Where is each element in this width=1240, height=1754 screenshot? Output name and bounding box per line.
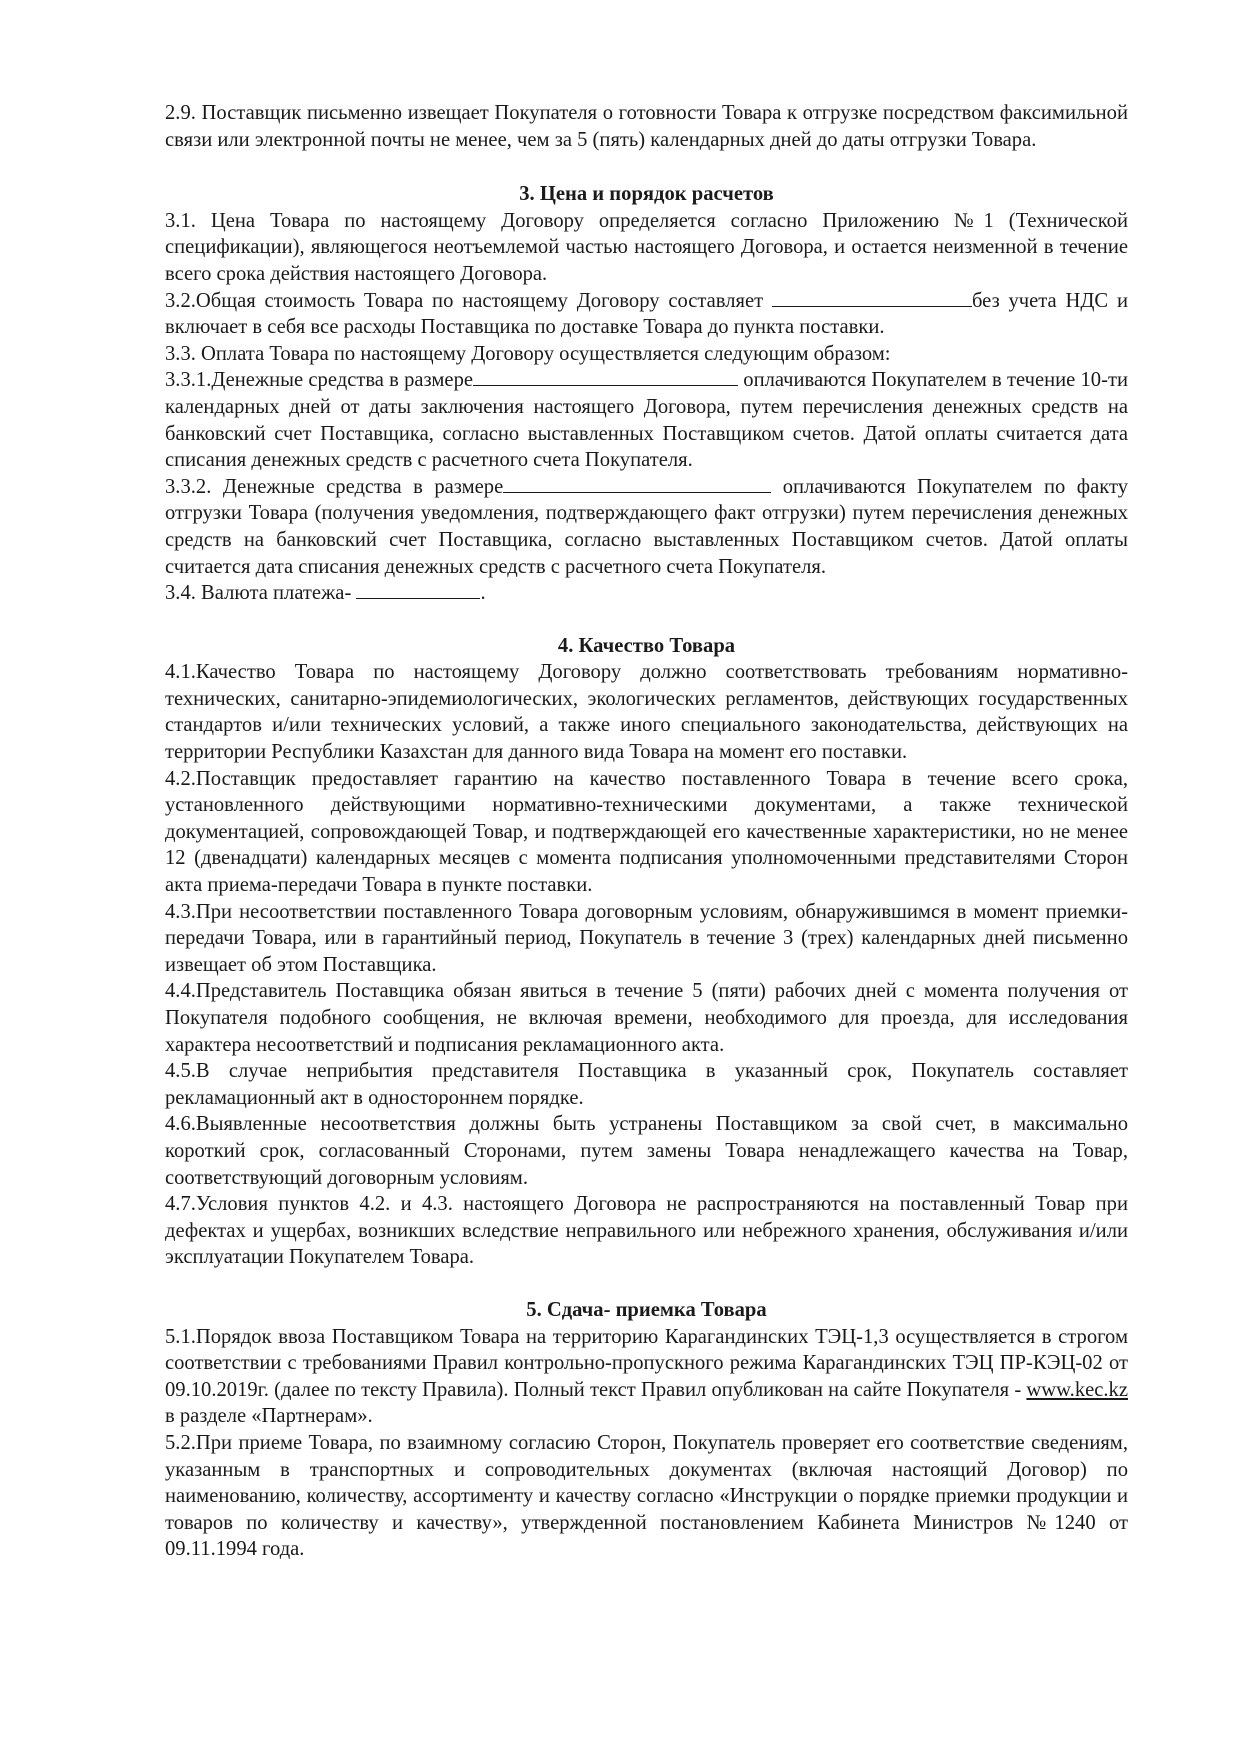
clause-3-4-text-a: 3.4. Валюта платежа- xyxy=(165,582,352,605)
clause-3-3-2-text-a: 3.3.2. Денежные средства в размере xyxy=(165,475,504,498)
clause-4-4: 4.4.Представитель Поставщика обязан явиться в течение 5 (пяти) рабочих дней с момента получения от Покупателя подобного сообщения, не включая времени, необходимого для проезда, для исследования характера несоответствий и подписания рекламационного акта. xyxy=(165,980,1128,1056)
clause-3-3-2-text-b: оплачиваются Покупателем по факту отгрузки Товара (получения уведомления, подтверждающего факт отгрузки) путем перечисления денежных средств на банковский счет Поставщика, согласно выставленных Поставщиком счетов. Датой оплаты считается дата списания денежных средств с расчетного счета Покупателя. xyxy=(165,475,1128,578)
blank-prepayment-amount xyxy=(473,367,738,386)
clause-5-2: 5.2.При приеме Товара, по взаимному согласию Сторон, Покупатель проверяет его соответствие сведениям, указанным в транспортных и сопроводительных документах (включая настоящий Договор) по наименованию, количеству, ассортименту и качеству согласно «Инструкции о порядке приемки продукции и товаров по количеству и качеству», утвержденной постановлением Кабинета Министров №1240 от 09.11.1994 года. xyxy=(165,1431,1128,1561)
clause-5-1-text-a: 5.1.Порядок ввоза Поставщиком Товара на территорию Карагандинских ТЭЦ-1,3 осуществляется в строгом соответствии с требованиями Правил контрольно-пропускного режима Карагандинских ТЭЦ ПР-КЭЦ-02 от 09.10.2019г. (далее по тексту Правила). Полный текст Правил опубликован на сайте Покупателя - xyxy=(165,1325,1128,1401)
section-4-heading: 4. Качество Товара xyxy=(557,634,736,657)
clause-3-2 xyxy=(165,288,1128,341)
document-page xyxy=(165,100,1128,1563)
section-5-heading: 5. Сдача- приемка Товара xyxy=(526,1298,767,1321)
blank-currency xyxy=(356,580,480,599)
clause-3-3-2 xyxy=(165,474,1128,580)
clause-3-4-text-b: . xyxy=(480,582,486,605)
clause-4-1: 4.1.Качество Товара по настоящему Договору должно соответствовать требованиям нормативно-технических, санитарно-эпидемиологических, экологических регламентов, действующих государственных стандартов и/или технических условий, а также иного специального законодательства, действующих на территории Республики Казахстан для данного вида Товара на момент его поставки. xyxy=(165,661,1128,764)
blank-shipment-payment-amount xyxy=(503,474,771,493)
clause-4-6: 4.6.Выявленные несоответствия должны быть устранены Поставщиком за свой счет, в максимально короткий срок, согласованный Сторонами, путем замены Товара ненадлежащего качества на Товар, соответствующий договорным условиям. xyxy=(165,1113,1128,1189)
blank-total-cost xyxy=(772,288,972,307)
clause-3-4 xyxy=(165,580,1128,607)
clause-3-1: 3.1. Цена Товара по настоящему Договору определяется согласно Приложению №1 (Технической спецификации), являющегося неотъемлемой частью настоящего Договора, и остается неизменной в течение всего срока действия настоящего Договора. xyxy=(165,209,1128,285)
clause-3-2-text-b: без учета НДС и включает в себя все расходы Поставщика по доставке Товара до пункта поставки. xyxy=(165,289,1128,339)
clause-3-2-text-a: 3.2.Общая стоимость Товара по настоящему Договору составляет xyxy=(165,289,764,312)
clause-2-9: 2.9. Поставщик письменно извещает Покупателя о готовности Товара к отгрузке посредством факсимильной связи или электронной почты не менее, чем за 5 (пять) календарных дней до даты отгрузки Товара. xyxy=(165,102,1128,151)
clause-4-5: 4.5.В случае неприбытия представителя Поставщика в указанный срок, Покупатель составляет рекламационный акт в одностороннем порядке. xyxy=(165,1060,1128,1109)
clause-4-2: 4.2.Поставщик предоставляет гарантию на качество поставленного Товара в течение всего срока, установленного действующими нормативно-техническими документами, а также технической документацией, сопровождающей Товар, и подтверждающей его качественные характеристики, но не менее 12 (двенадцати) календарных месяцев с момента подписания уполномоченными представителями Сторон акта приема-передачи Товара в пункте поставки. xyxy=(165,767,1128,897)
clause-3-3: 3.3. Оплата Товара по настоящему Договору осуществляется следующим образом: xyxy=(165,342,891,365)
clause-3-3-1 xyxy=(165,367,1128,473)
clause-4-3: 4.3.При несоответствии поставленного Товара договорным условиям, обнаружившимся в момент приемки-передачи Товара, или в гарантийный период, Покупатель в течение 3 (трех) календарных дней письменно извещает об этом Поставщика. xyxy=(165,900,1128,976)
clause-4-7: 4.7.Условия пунктов 4.2. и 4.3. настоящего Договора не распространяются на поставленный Товар при дефектах и ущербах, возникших вследствие неправильного или небрежного хранения, обслуживания и/или эксплуатации Покупателем Товара. xyxy=(165,1193,1128,1269)
website-link[interactable]: www.kec.kz xyxy=(1026,1378,1128,1401)
clause-3-3-1-text-a: 3.3.1.Денежные средства в размере xyxy=(165,369,474,392)
section-3-heading: 3. Цена и порядок расчетов xyxy=(519,183,774,206)
clause-3-3-1-text-b: оплачиваются Покупателем в течение 10-ти календарных дней от даты заключения настоящего Договора, путем перечисления денежных средств на банковский счет Поставщика, согласно выставленных Поставщиком счетов. Датой оплаты считается дата списания денежных средств с расчетного счета Покупателя. xyxy=(165,369,1128,472)
clause-5-1-text-b: в разделе «Партнерам». xyxy=(165,1405,373,1428)
clause-5-1 xyxy=(165,1324,1128,1430)
